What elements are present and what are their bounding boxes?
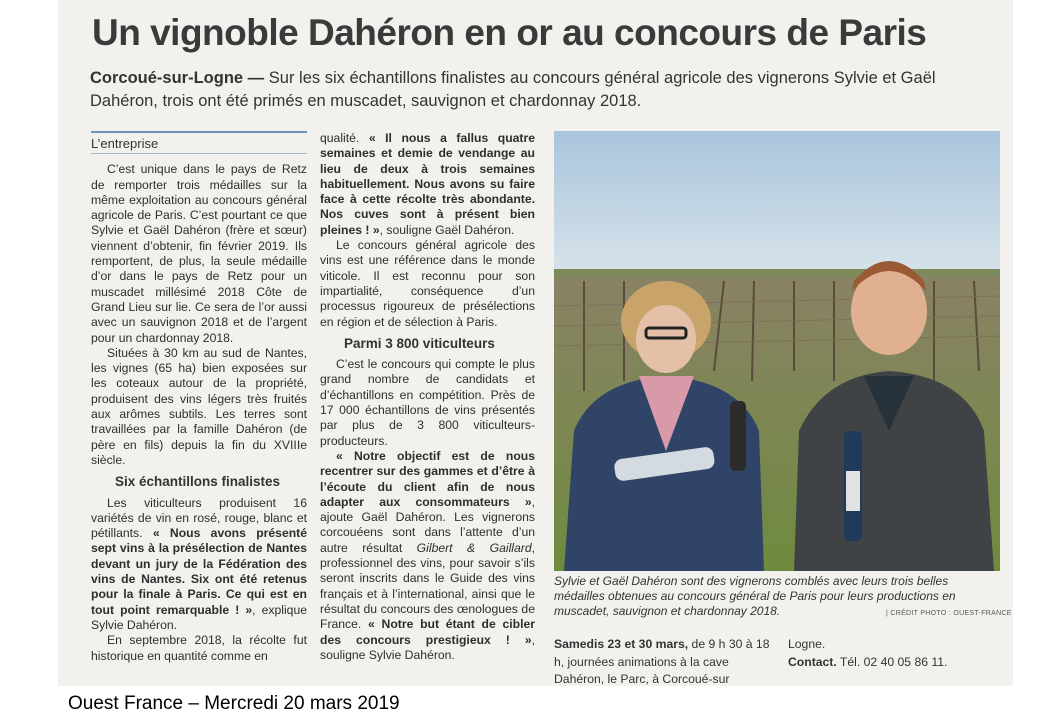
rubric-label: L’entreprise (91, 131, 307, 154)
source-footer: Ouest France – Mercredi 20 mars 2019 (68, 693, 400, 714)
contact-phone: Tél. 02 40 05 86 11. (839, 654, 948, 669)
col2-paragraph-4 (320, 449, 535, 663)
lead-place: Corcoué-sur-Logne — (90, 69, 265, 87)
photo-caption: Sylvie et Gaël Dahéron sont des vignerons comblés avec leurs trois belles médailles obtenues au concours général de Paris pour leurs productions en muscadet, sauvignon et chardonnay 2018. (554, 574, 956, 618)
col2-p4-text: , ajoute Gaël Dahéron. Les vignerons corcouéens sont dans l’attente d’un autre résultat (320, 494, 535, 555)
col2-paragraph-3: C’est le concours qui compte le plus grand nombre de candidats et d’échantillons en compétition. Près de 17 000 échantillons de vins présentés par plus de 3 800 viticulteurs-producteurs. (320, 357, 535, 448)
article-column-1 (91, 131, 307, 664)
col2-p4-text-2: , professionnel des vins, pour savoir s’ils seront inscrits dans le Guide des vins français et à l’international, ainsi que le résultat du concours des œnologues de France. (320, 540, 535, 632)
col2-paragraph-1 (320, 131, 535, 238)
article-column-2 (320, 131, 535, 663)
col2-p1-text: qualité. (320, 131, 360, 145)
col2-paragraph-2: Le concours général agricole des vins est une référence dans le monde viticole. Il est reconnu pour son impartialité, conséquence d’un processus rigoureux de présélections en région et de sélection à Paris. (320, 238, 535, 329)
col1-paragraph-3 (91, 496, 307, 634)
contact-line-1: Logne. (788, 637, 826, 651)
lead-text: Sur les six échantillons finalistes au concours général agricole des vignerons Sylvie et Gaël Dahéron, trois ont été primés en muscadet, sauvignon et chardonnay 2018. (90, 69, 936, 110)
event-dates-bold: Samedis 23 et 30 mars, (554, 637, 689, 651)
contact-label: Contact. (788, 654, 837, 669)
col2-p1-quote: « Il nous a fallus quatre semaines et demie de vendange au lieu de deux à trois semaines habituellement. Nous avons su faire face à cette récolte très abondante. Nos cuves sont à présent bien pleines ! » (320, 131, 535, 237)
col1-paragraph-4: En septembre 2018, la récolte fut historique en quantité comme en (91, 633, 307, 663)
photo-credit: | CRÉDIT PHOTO : OUEST-FRANCE (886, 610, 1012, 617)
subheading-viticulteurs: Parmi 3 800 viticulteurs (344, 335, 495, 351)
headline: Un vignoble Dahéron en or au concours de Paris (92, 12, 927, 53)
col2-p4-quote: « Notre objectif est de nous recentrer sur des gammes et d’être à l’écoute du client afin de nous adapter aux consommateurs » (320, 448, 535, 509)
contact-line-2 (788, 654, 1003, 672)
event-dates-text: de 9 h 30 à 18 h, journées animations à la cave Dahéron, le Parc, à Corcoué-sur (554, 637, 770, 686)
photo-illustration (554, 131, 1000, 571)
col1-paragraph-2: Situées à 30 km au sud de Nantes, les vignes (65 ha) bien exposées sur les coteaux autour de la propriété, produisent des vins légers très fruités aux arômes subtils. Les terres sont travaillées par la famille Dahéron (de père en fils) depuis la fin du XVIIIe siècle. (91, 345, 307, 467)
col1-p3-text: Les viticulteurs produisent 16 variétés de vin en rosé, rouge, blanc et pétillants. (91, 495, 307, 541)
col2-p4-brand: Gilbert & Gaillard (416, 540, 532, 555)
col2-p4-quote-2: « Notre but étant de cibler des concours prestigieux ! » (320, 617, 535, 647)
event-dates (554, 636, 782, 689)
col1-p3-attribution: , explique Sylvie Dahéron. (91, 602, 307, 632)
vineyard-photo (554, 131, 1000, 571)
col2-p4-attribution: , souligne Sylvie Dahéron. (320, 632, 535, 662)
lead-paragraph (90, 67, 990, 113)
newspaper-clipping (58, 0, 1013, 686)
col2-p1-attribution: , souligne Gaël Dahéron. (379, 222, 515, 237)
col1-p3-quote: « Nous avons présenté sept vins à la présélection de Nantes devant un jury de la Fédération des vins de Nantes. Six ont été retenus pour la finale à Paris. Ce qui est en tout point remarquable ! » (91, 526, 307, 617)
subheading-six-echantillons: Six échantillons finalistes (115, 474, 281, 490)
contact-block (788, 636, 1003, 671)
col1-paragraph-1: C’est unique dans le pays de Retz de remporter trois médailles sur la même exploitation au concours général agricole de Paris. C’est pourtant ce que Sylvie et Gaël Dahéron (frère et sœur) viennent d’obtenir, fin février 2019. Ils remportent, de plus, la seule médaille d’or dans le pays de Retz pour un muscadet millésimé 2018 Côte de Grand Lieu sur lie. Ce sera de l’or aussi avec un sauvignon 2018 et de l’argent pour un chardonnay 2018. (91, 162, 307, 345)
